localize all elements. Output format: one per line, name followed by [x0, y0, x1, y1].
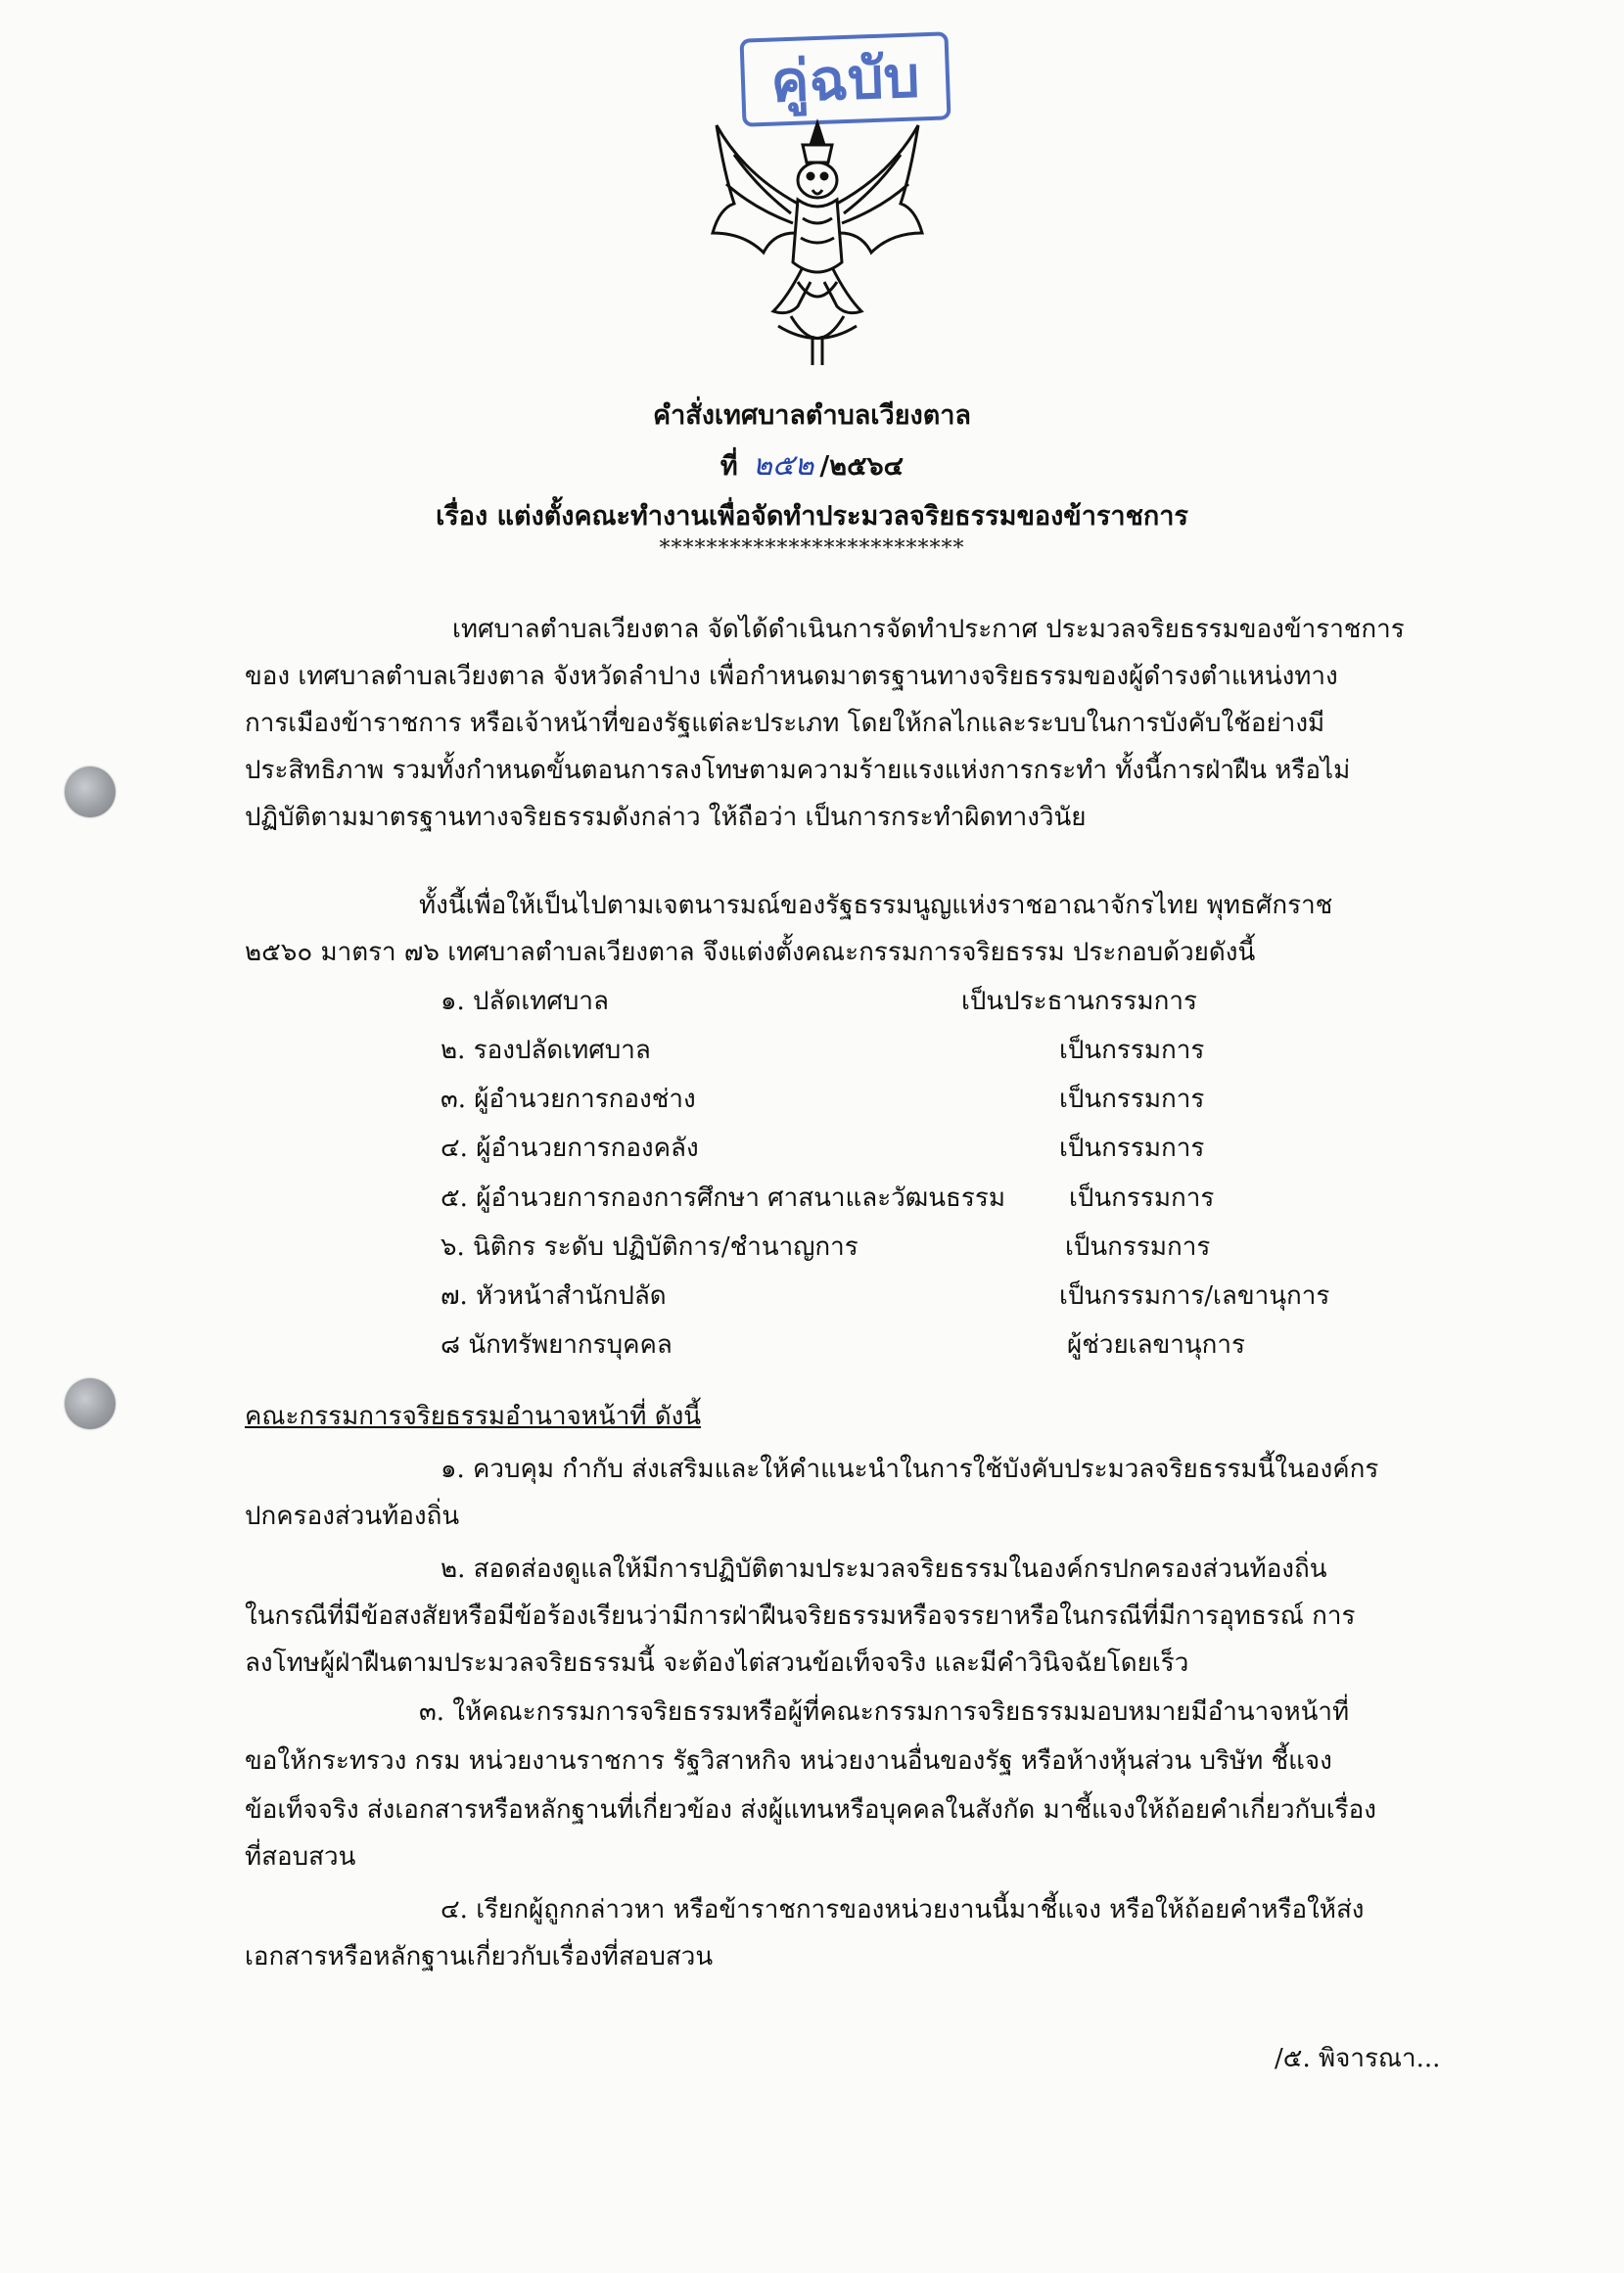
member-name: ๖. นิติกร ระดับ ปฏิบัติการ/ชำนาญการ [441, 1232, 858, 1262]
document-subject: เรื่อง แต่งตั้งคณะทำงานเพื่อจัดทำประมวลจริยธรรมของข้าราชการ [436, 501, 1188, 532]
duty-1-line-2: ปกครองส่วนท้องถิ่น [245, 1502, 460, 1531]
duty-3-line-3: ข้อเท็จจริง ส่งเอกสารหรือหลักฐานที่เกี่ยวข้อง ส่งผู้แทนหรือบุคคลในสังกัด มาชี้แจงให้ถ้อยคำเกี่ยวกับเรื่อง [245, 1795, 1376, 1825]
duty-2-line-1: ๒. สอดส่องดูแลให้มีการปฏิบัติตามประมวลจริยธรรมในองค์กรปกครองส่วนท้องถิ่น [441, 1554, 1327, 1584]
member-name: ๕. ผู้อำนวยการกองการศึกษา ศาสนาและวัฒนธรรม [441, 1183, 1005, 1213]
member-role: เป็นกรรมการ [1059, 1134, 1205, 1163]
duty-3-line-1: ๓. ให้คณะกรรมการจริยธรรมหรือผู้ที่คณะกรรมการจริยธรรมมอบหมายมีอำนาจหน้าที่ [419, 1697, 1350, 1727]
duty-4-line-1: ๔. เรียกผู้ถูกกล่าวหา หรือข้าราชการของหน่วยงานนี้มาชี้แจง หรือให้ถ้อยคำหรือให้ส่ง [441, 1895, 1365, 1925]
duty-2-line-3: ลงโทษผู้ฝ่าฝืนตามประมวลจริยธรรมนี้ จะต้องไต่สวนข้อเท็จจริง และมีคำวินิจฉัยโดยเร็ว [245, 1648, 1189, 1678]
intro-line-4: ประสิทธิภาพ รวมทั้งกำหนดขั้นตอนการลงโทษตามความร้ายแรงแห่งการกระทำ ทั้งนี้การฝ่าฝืน หรือไม่ [245, 756, 1351, 785]
member-name: ๗. หัวหน้าสำนักปลัด [441, 1281, 667, 1311]
member-role: เป็นประธานกรรมการ [961, 987, 1197, 1016]
intro-line-1: เทศบาลตำบลเวียงตาล จัดได้ดำเนินการจัดทำประกาศ ประมวลจริยธรรมของข้าราชการ [452, 615, 1405, 644]
order-prefix: ที่ [719, 451, 738, 482]
duty-3-line-2: ขอให้กระทรวง กรม หน่วยงานราชการ รัฐวิสาหกิจ หน่วยงานอื่นของรัฐ หรือห้างหุ้นส่วน บริษัท ชี้แจง [245, 1746, 1332, 1776]
member-name: ๔. ผู้อำนวยการกองคลัง [441, 1134, 699, 1163]
punch-hole-bottom [65, 1378, 116, 1429]
member-role: เป็นกรรมการ/เลขานุการ [1059, 1281, 1330, 1311]
duty-2-line-2: ในกรณีที่มีข้อสงสัยหรือมีข้อร้องเรียนว่ามีการฝ่าฝืนจริยธรรมหรือจรรยาหรือในกรณีที่มีการอุทธรณ์ การ [245, 1601, 1356, 1631]
intro-line-2: ของ เทศบาลตำบลเวียงตาล จังหวัดลำปาง เพื่อกำหนดมาตรฐานทางจริยธรรมของผู้ดำรงตำแหน่งทาง [245, 662, 1338, 691]
duty-4-line-2: เอกสารหรือหลักฐานเกี่ยวกับเรื่องที่สอบสวน [245, 1942, 714, 1971]
order-number-handwritten: ๒๕๒ [753, 448, 814, 483]
member-name: ๒. รองปลัดเทศบาล [441, 1036, 651, 1065]
intro-line-5: ปฏิบัติตามมาตรฐานทางจริยธรรมดังกล่าว ให้ถือว่า เป็นการกระทำผิดทางวินัย [245, 803, 1087, 832]
duty-3-line-4: ที่สอบสวน [245, 1842, 356, 1872]
garuda-emblem-icon [705, 116, 930, 370]
continuation-marker: /๕. พิจารณา... [1275, 2044, 1441, 2073]
separator-line: ************************** [659, 536, 965, 561]
intro-line-3: การเมืองข้าราชการ หรือเจ้าหน้าที่ของรัฐแต่ละประเภท โดยให้กลไกและระบบในการบังคับใช้อย่างมี [245, 709, 1325, 738]
order-number [0, 442, 1624, 488]
member-role: เป็นกรรมการ [1065, 1232, 1211, 1262]
duty-1-line-1: ๑. ควบคุม กำกับ ส่งเสริมและให้คำแนะนำในการใช้บังคับประมวลจริยธรรมนี้ในองค์กร [441, 1455, 1379, 1484]
punch-hole-top [65, 766, 116, 817]
member-role: เป็นกรรมการ [1069, 1183, 1215, 1213]
member-name: ๓. ผู้อำนวยการกองช่าง [441, 1085, 696, 1114]
copy-stamp: คู่ฉบับ [739, 31, 951, 126]
constitution-line-1: ทั้งนี้เพื่อให้เป็นไปตามเจตนารมณ์ของรัฐธรรมนูญแห่งราชอาณาจักรไทย พุทธศักราช [419, 891, 1333, 920]
constitution-line-2: ๒๕๖๐ มาตรา ๗๖ เทศบาลตำบลเวียงตาล จึงแต่งตั้งคณะกรรมการจริยธรรม ประกอบด้วยดังนี้ [245, 938, 1256, 967]
member-name: ๘ นักทรัพยากรบุคคล [441, 1330, 673, 1360]
member-role: เป็นกรรมการ [1059, 1036, 1205, 1065]
member-role: ผู้ช่วยเลขานุการ [1067, 1330, 1245, 1360]
member-role: เป็นกรรมการ [1059, 1085, 1205, 1114]
document-title: คำสั่งเทศบาลตำบลเวียงตาล [653, 400, 971, 431]
member-name: ๑. ปลัดเทศบาล [441, 987, 609, 1016]
duties-heading: คณะกรรมการจริยธรรมอำนาจหน้าที่ ดังนี้ [245, 1402, 702, 1431]
order-year: /๒๕๖๔ [819, 451, 905, 482]
